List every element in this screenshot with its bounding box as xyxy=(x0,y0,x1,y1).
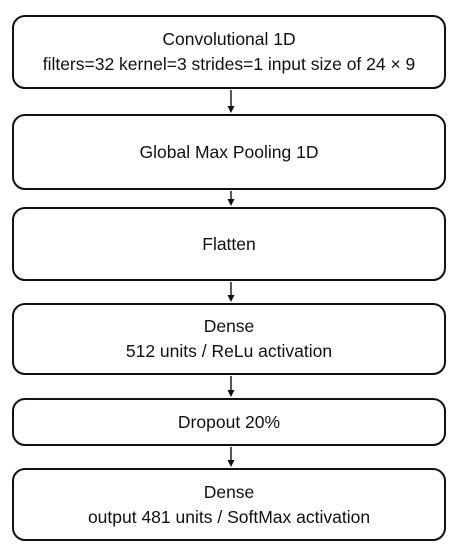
node-dense-softmax xyxy=(12,468,446,541)
node-detail: filters=32 kernel=3 strides=1 input size of 24 × 9 xyxy=(42,54,416,74)
node-detail: 512 units / ReLu activation xyxy=(125,341,333,361)
node-detail: output 481 units / SoftMax activation xyxy=(87,506,371,527)
node-title: Convolutional 1D xyxy=(162,29,296,49)
node-global-max-pooling-1d xyxy=(12,114,446,190)
node-dropout xyxy=(12,398,446,446)
node-dense-relu xyxy=(12,303,446,375)
arrow-flatten-to-dense xyxy=(228,282,235,302)
arrow-dense-to-dropout xyxy=(228,376,235,397)
node-title: Flatten xyxy=(202,233,256,254)
node-title: Dense xyxy=(203,316,255,336)
node-title: Dense xyxy=(203,481,255,502)
node-title: Global Max Pooling 1D xyxy=(139,141,319,162)
arrow-gmp1d-to-flatten xyxy=(228,191,235,206)
node-convolutional-1d xyxy=(12,15,446,89)
node-title: Dropout 20% xyxy=(177,411,281,432)
node-flatten xyxy=(12,207,446,281)
arrow-conv1d-to-gmp1d xyxy=(228,90,235,113)
arrow-dropout-to-dense xyxy=(228,447,235,467)
